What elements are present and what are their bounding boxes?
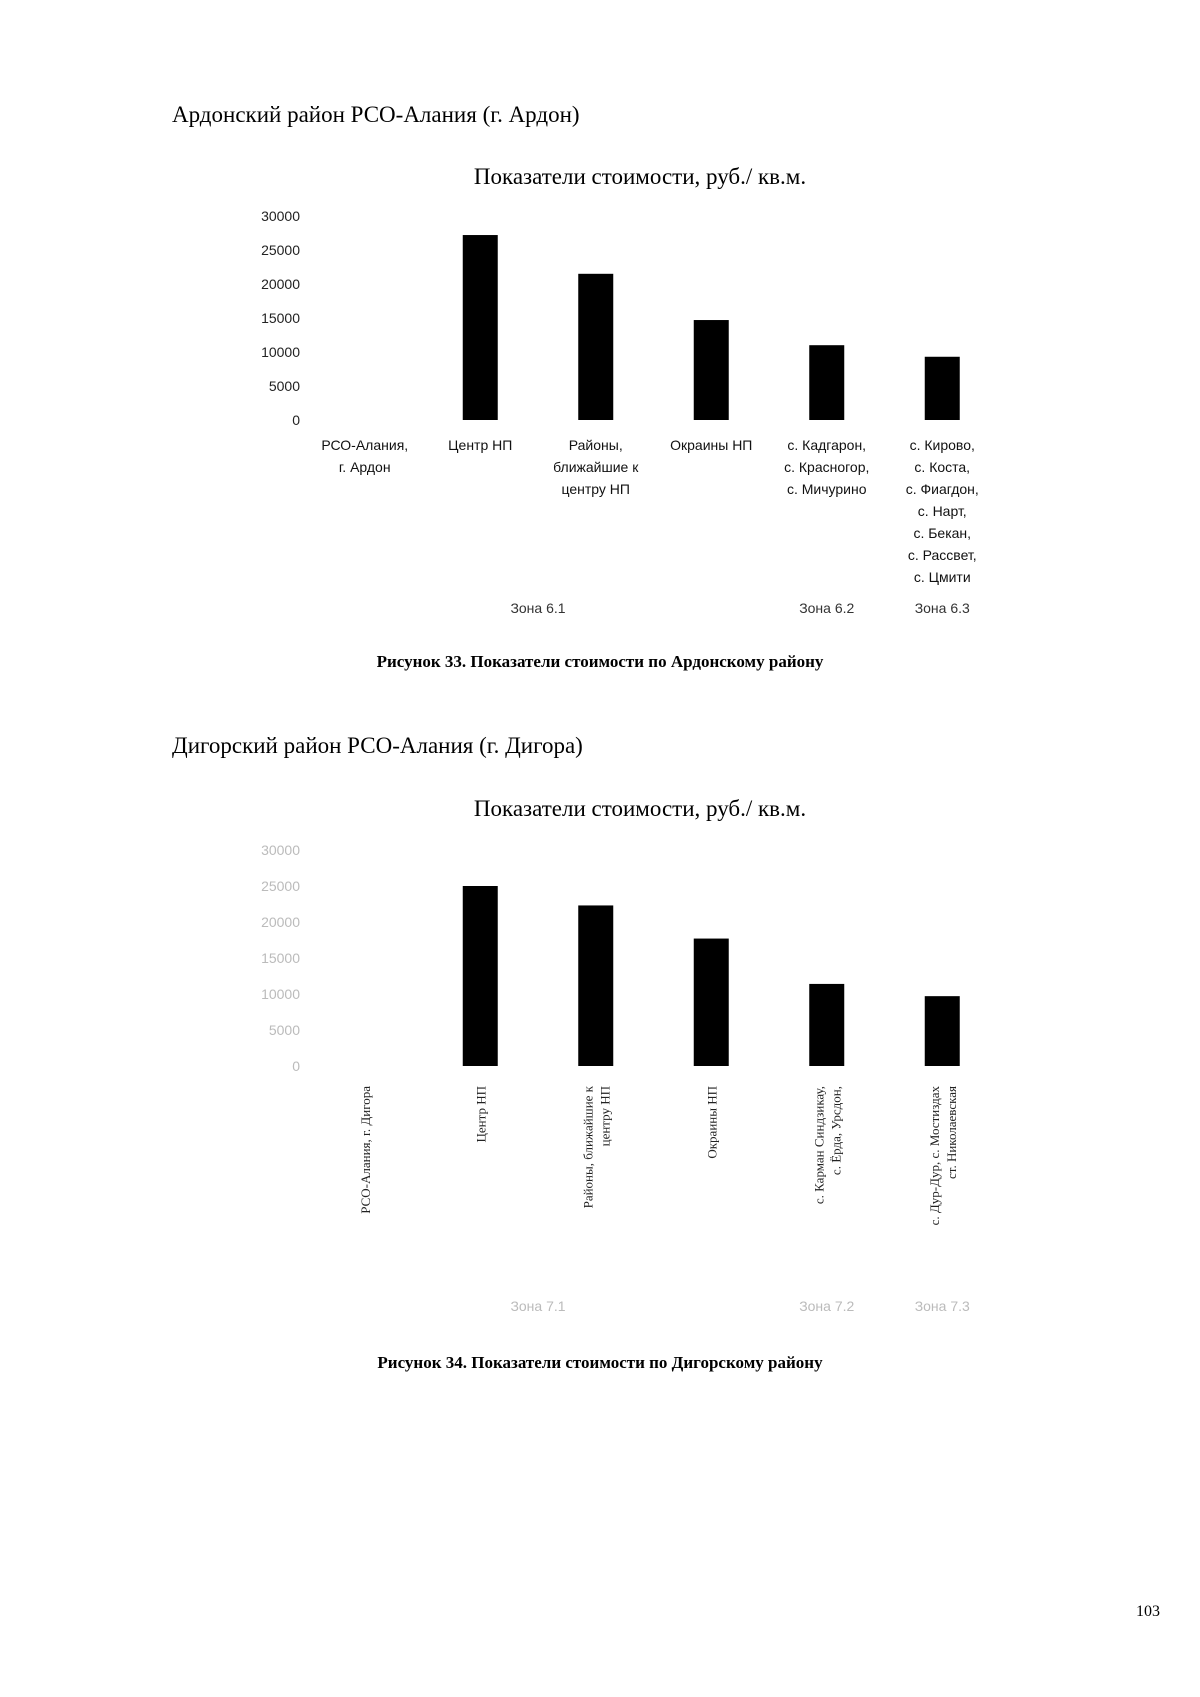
chart-title: Показатели стоимости, руб./ кв.м.	[473, 796, 807, 821]
category-label	[784, 437, 869, 497]
category-label	[811, 1086, 843, 1204]
y-tick-label: 15000	[261, 950, 300, 966]
y-tick-label: 10000	[261, 344, 300, 360]
chart-title: Показатели стоимости, руб./ кв.м.	[473, 164, 807, 189]
category-label-line: с. Дур-Дур, с. Мостиздах	[926, 1086, 942, 1226]
category-label	[927, 1086, 959, 1226]
section-heading-ardon: Ардонский район РСО-Алания (г. Ардон)	[172, 102, 580, 127]
category-label-line: РСО-Алания,	[321, 437, 409, 453]
category-label-line: Центр НП	[448, 437, 513, 453]
category-label	[670, 437, 752, 453]
zone-label: Зона 6.3	[914, 600, 970, 616]
y-tick-label: 0	[292, 412, 300, 428]
bar-1	[463, 235, 498, 420]
category-label-line: Центр НП	[473, 1086, 489, 1143]
bar-3	[694, 939, 729, 1066]
y-tick-label: 25000	[261, 242, 300, 258]
category-label-line: с. Фиагдон,	[905, 481, 979, 497]
category-label-line: Окраины НП	[704, 1086, 720, 1159]
category-label-line: с. Ёрда, Урсдон,	[828, 1086, 844, 1176]
category-label	[553, 437, 639, 497]
category-label	[321, 437, 408, 475]
zone-label: Зона 7.3	[914, 1298, 970, 1314]
category-label	[906, 437, 979, 585]
zone-label: Зона 7.2	[799, 1298, 855, 1314]
bar-1	[463, 886, 498, 1066]
category-label-line: Окраины НП	[670, 437, 753, 453]
category-label	[580, 1085, 612, 1208]
category-label-line: с. Красногор,	[784, 459, 870, 475]
bar-5	[925, 996, 960, 1066]
category-label-line: с. Мичуринo	[786, 481, 867, 497]
y-tick-label: 30000	[261, 842, 300, 858]
bar-4	[809, 984, 844, 1066]
zone-labels	[510, 600, 970, 616]
y-tick-label: 25000	[261, 878, 300, 894]
zone-label: Зона 7.1	[510, 1298, 566, 1314]
figure-caption-33: Рисунок 33. Показатели стоимости по Ардонскому району	[376, 652, 824, 671]
bars	[463, 886, 960, 1066]
y-tick-label: 20000	[261, 276, 300, 292]
zone-labels	[510, 1298, 970, 1314]
y-axis-ticks	[261, 842, 300, 1074]
y-tick-label: 20000	[261, 914, 300, 930]
category-label-line: г. Ардон	[338, 459, 391, 475]
y-tick-label: 5000	[268, 1022, 300, 1038]
category-label-line: РСО-Алания, г. Дигора	[357, 1086, 373, 1214]
x-axis-categories	[358, 1085, 959, 1225]
y-tick-label: 10000	[261, 986, 300, 1002]
chart-digora-cost	[0, 780, 1200, 1340]
category-label-line: с. Кадгарон,	[787, 437, 867, 453]
figure-caption-34: Рисунок 34. Показатели стоимости по Дигорскому району	[377, 1353, 823, 1372]
bar-2	[578, 274, 613, 420]
chart-ardon-cost	[0, 150, 1200, 630]
category-label-line: с. Рассвет,	[907, 547, 977, 563]
y-tick-label: 0	[292, 1058, 300, 1074]
category-label-line: с. Карман Синдзикау,	[811, 1086, 827, 1205]
category-label	[473, 1086, 488, 1142]
bar-3	[694, 320, 729, 420]
category-label-line: Районы, ближайшие к	[580, 1086, 596, 1209]
category-label-line: ст. Николаевская	[943, 1086, 959, 1180]
category-label-line: с. Нарт,	[917, 503, 967, 519]
category-label	[448, 437, 512, 453]
zone-label: Зона 6.2	[799, 600, 855, 616]
category-label-line: центру НП	[561, 481, 630, 497]
category-label	[704, 1086, 719, 1159]
category-label-line: Районы,	[568, 437, 623, 453]
category-label-line: ближайшие к	[553, 459, 639, 475]
category-label-line: с. Цмити	[913, 569, 971, 585]
x-axis-categories	[321, 437, 978, 585]
y-tick-label: 30000	[261, 208, 300, 224]
bar-2	[578, 905, 613, 1066]
bars	[463, 235, 960, 420]
y-tick-label: 5000	[268, 378, 300, 394]
category-label-line: с. Коста,	[914, 459, 971, 475]
page-number: 103	[1136, 1603, 1160, 1620]
category-label-line: с. Бекан,	[913, 525, 972, 541]
bar-5	[925, 357, 960, 420]
zone-label: Зона 6.1	[510, 600, 566, 616]
category-label-line: с. Кирово,	[909, 437, 975, 453]
y-tick-label: 15000	[261, 310, 300, 326]
category-label-line: центру НП	[597, 1086, 613, 1147]
section-heading-digora: Дигорский район РСО-Алания (г. Дигора)	[172, 733, 583, 758]
y-axis-ticks	[261, 208, 300, 428]
bar-4	[809, 345, 844, 420]
category-label	[358, 1086, 373, 1214]
